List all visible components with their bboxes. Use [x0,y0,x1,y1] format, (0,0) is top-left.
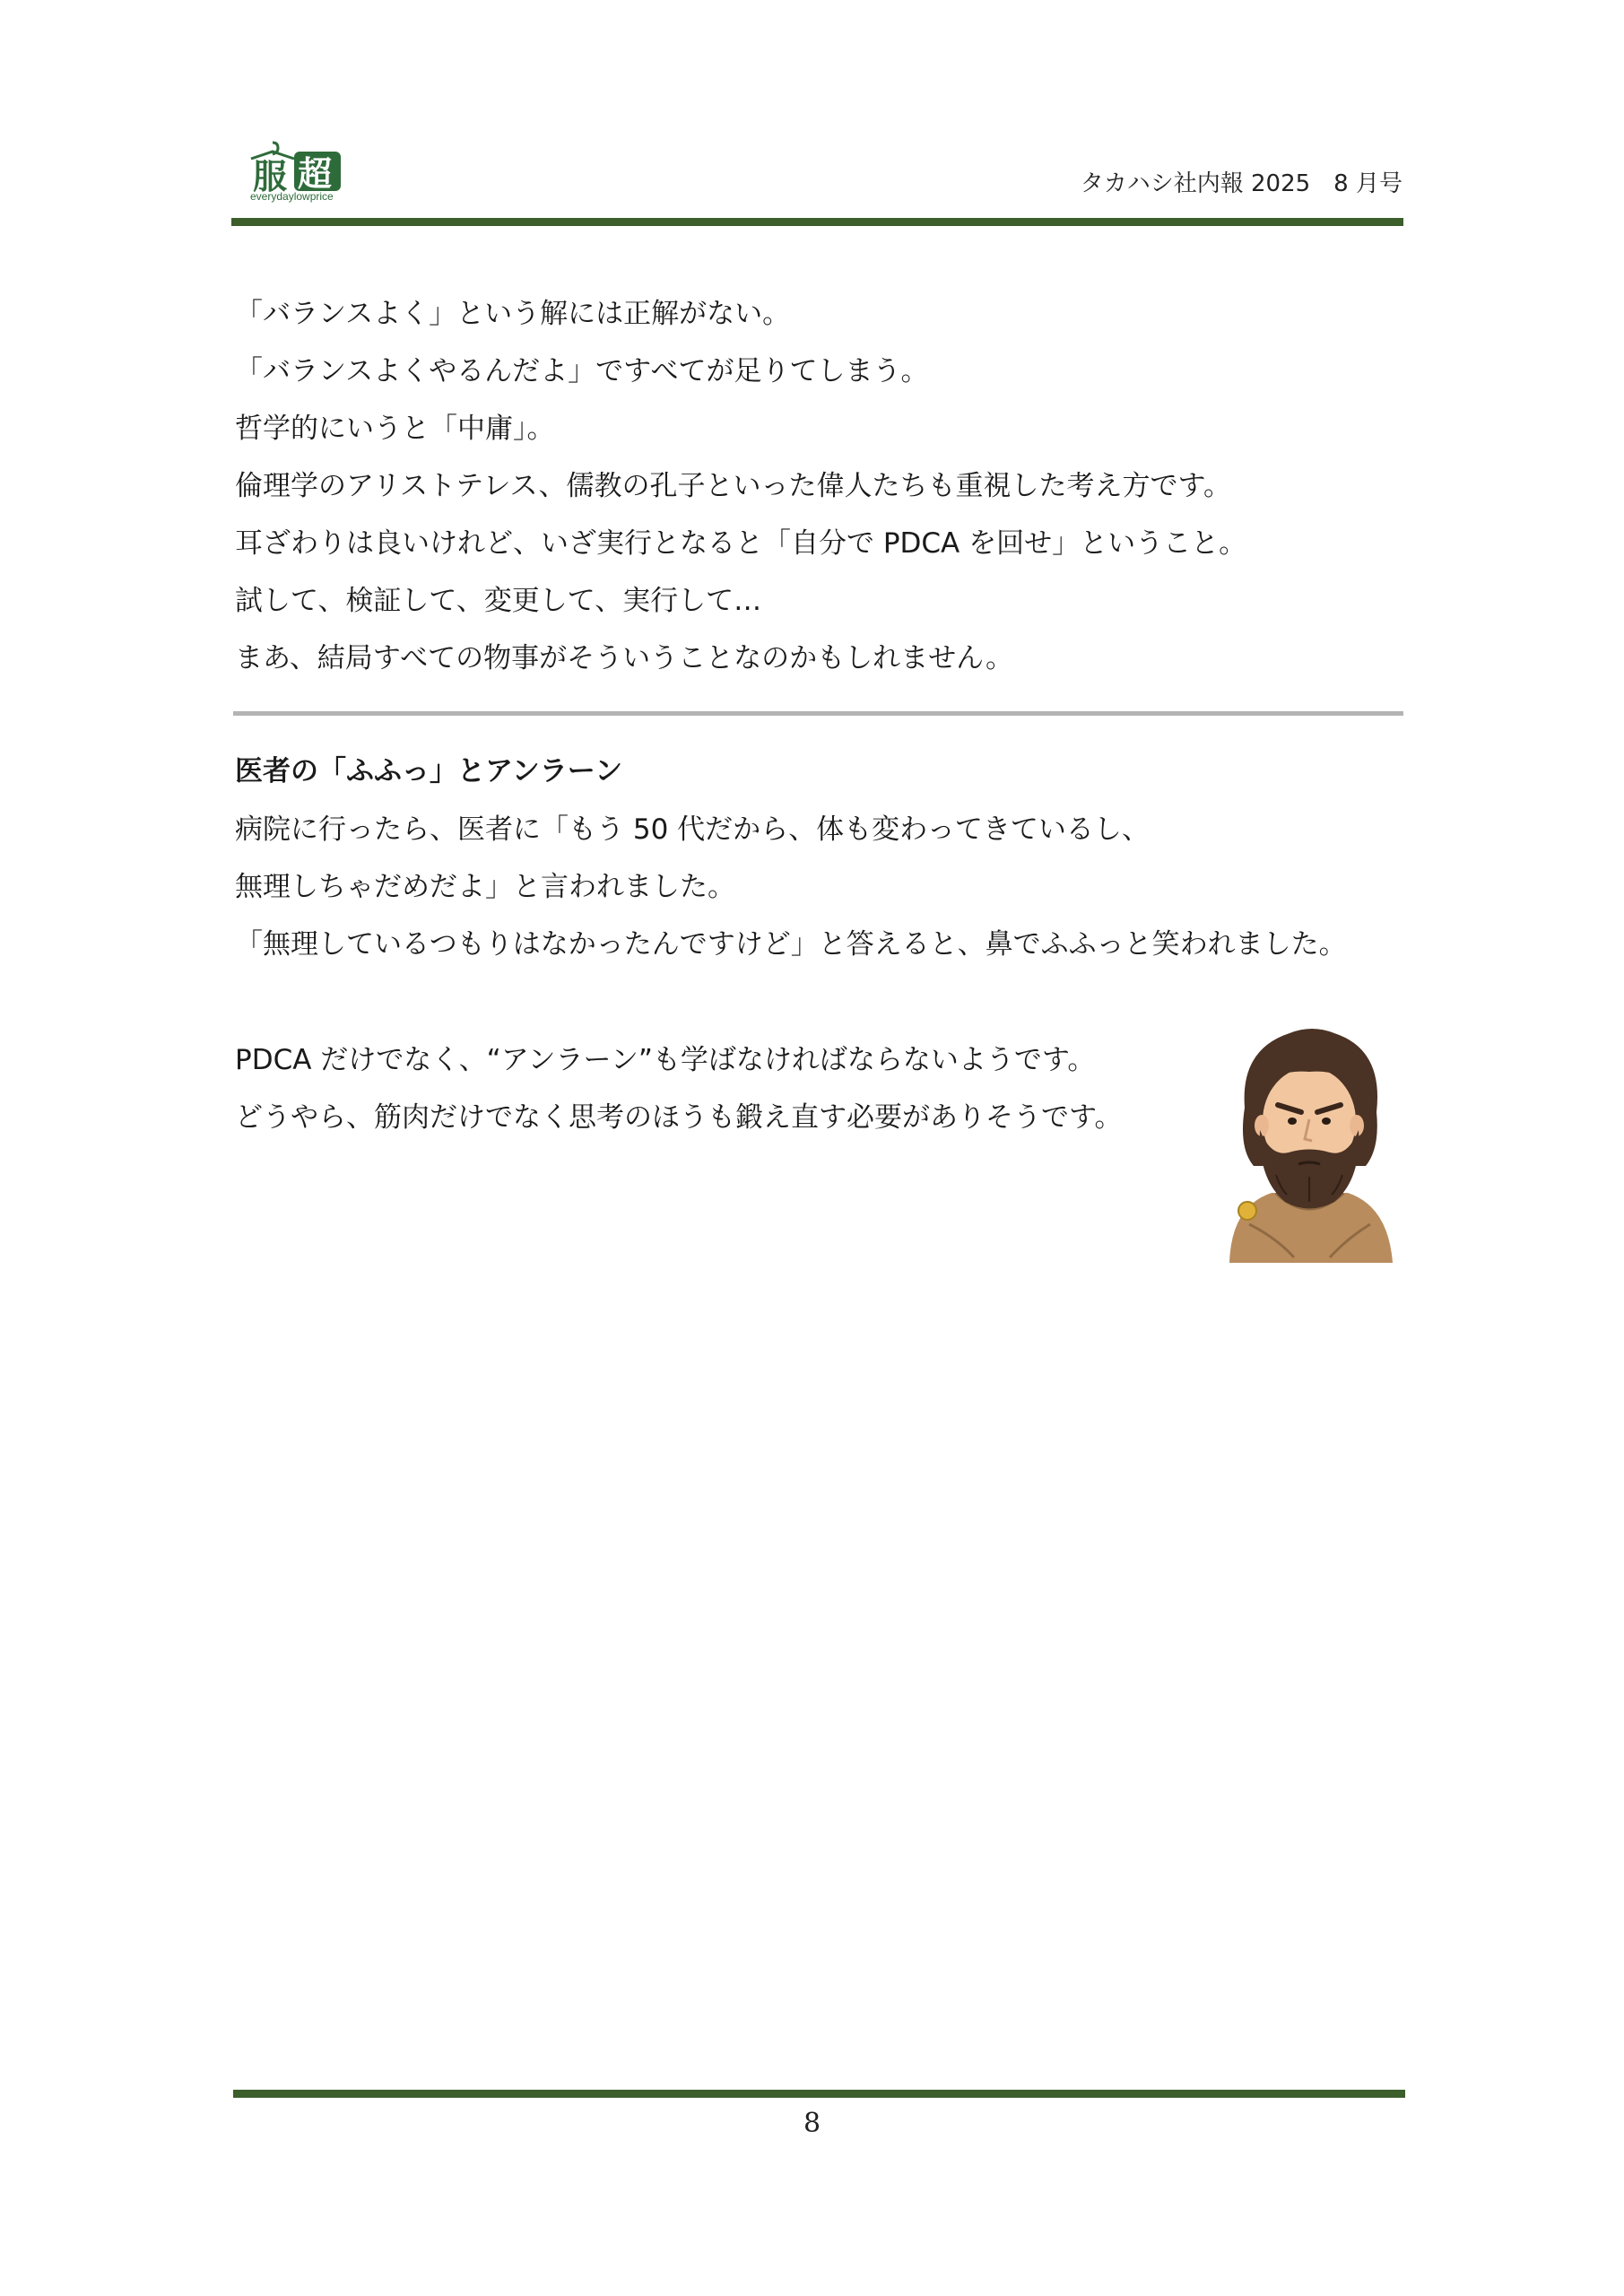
paragraph-line: 無理しちゃだめだよ」と言われました。 [235,871,735,903]
section-heading: 医者の「ふふっ」とアンラーン [235,755,623,787]
paragraph-line: 「無理しているつもりはなかったんですけど」と答えると、鼻でふふっと笑われました。 [235,928,1347,961]
paragraph-line: まあ、結局すべての物事がそういうことなのかもしれません。 [235,642,1013,674]
paragraph-line: 試して、検証して、変更して、実行して… [235,585,762,617]
paragraph-line: 耳ざわりは良いけれど、いざ実行となると「自分で PDCA を回せ」ということ。 [235,527,1247,560]
section-divider [233,711,1403,716]
paragraph-line: 「バランスよくやるんだよ」ですべてが足りてしまう。 [235,355,929,387]
logo-glyph-1: 服 [253,157,288,193]
paragraph-line: どうやら、筋肉だけでなく思考のほうも鍛え直す必要がありそうです。 [235,1101,1123,1134]
philosopher-illustration [1222,1022,1397,1265]
paragraph-line: 病院に行ったら、医者に「もう 50 代だから、体も変わってきているし、 [235,813,1150,846]
logo-tagline: everydaylowprice [250,190,334,203]
paragraph-line: 哲学的にいうと「中庸」。 [235,413,555,445]
paragraph-line: PDCA だけでなく、“アンラーン”も学ばなければならないようです。 [235,1044,1096,1076]
logo-glyph-2: 超 [298,154,333,193]
newsletter-title: タカハシ社内報 2025 8 月号 [1080,170,1403,197]
footer-rule [233,2090,1405,2098]
header-rule [231,218,1403,226]
paragraph-line: 倫理学のアリストテレス、儒教の孔子といった偉人たちも重視した考え方です。 [235,470,1232,502]
page-number: 8 [803,2108,821,2139]
paragraph-line: 「バランスよく」という解には正解がない。 [235,298,791,330]
logo-mark [248,139,348,193]
